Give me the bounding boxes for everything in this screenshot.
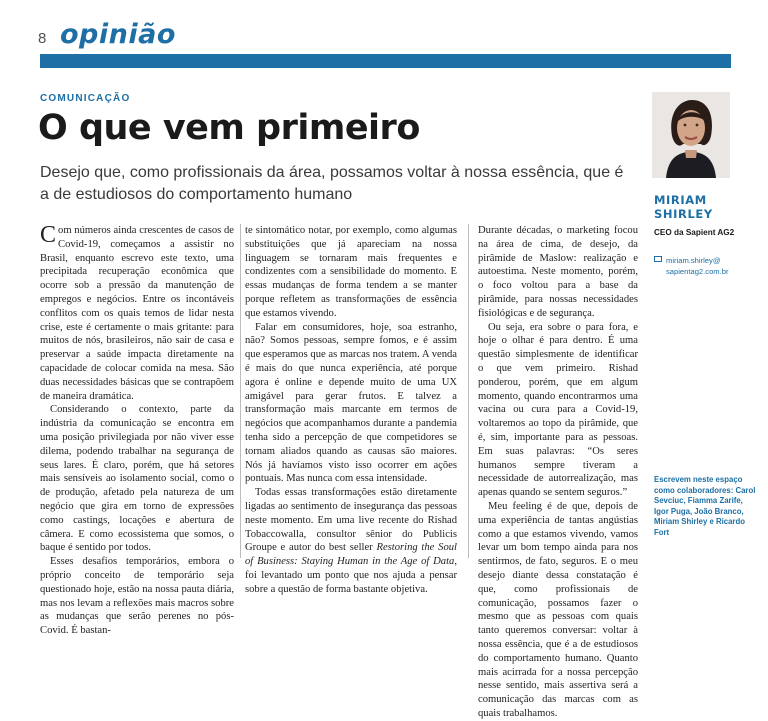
paragraph: Durante décadas, o marketing focou na área de cima, de desejo, da pirâmide de Maslow: realização e autoestima. Neste momento, porém, o foco voltou para a base da pirâmide, para nossas necessidades fisiológicas e de segurança. xyxy=(478,225,638,319)
paragraph: Ou seja, era sobre o para fora, e hoje o olhar é para dentro. É uma questão simplesmente de identificar o que vem primeiro. Rishad ponderou, porém, que em algum momento, quando encontrarmos uma vacina ou cura para a Covid-19, voltaremos ao topo da pirâmide, que é, sim, importante para as pessoas. Em suas palavras: “Os seres humanos sempre tiveram a necessidade de autorrealização, mas apenas quando se sentem seguros.” xyxy=(478,321,638,499)
paragraph-text: Todas essas transformações estão diretamente ligadas ao sentimento de insegurança das pessoas neste momento. Em uma live recente do Rishad Tobaccowalla, consultor sênior do Publicis Groupe e autor do best seller xyxy=(245,487,457,554)
author-email[interactable]: miriam.shirley@ sapientag2.com.br xyxy=(666,256,729,276)
contributors-note: Escrevem neste espaço como colaboradores: Carol Sevciuc, Fiamma Zarife, Igor Puga, João Branco, Miriam Shirley e Ricardo Fort xyxy=(654,475,756,537)
article-category: COMUNICAÇÃO xyxy=(40,93,131,104)
envelope-icon xyxy=(654,256,662,262)
paragraph-text: , foi levantado um ponto que nos ajuda a pensar sobre a questão de forma bastante objetiva. xyxy=(245,556,457,595)
article-column-2 xyxy=(245,224,457,595)
article-title: O que vem primeiro xyxy=(38,108,420,148)
paragraph xyxy=(245,486,457,596)
column-divider xyxy=(240,224,241,558)
page-number: 8 xyxy=(38,30,47,47)
paragraph: te sintomático notar, por exemplo, como algumas substituições que já apareciam na nossa linguagem se tornaram mais frequentes e condizentes com a sensibilidade do momento. E essas mudanças de forma tendem a se manter porque refletem as transformações de essência que estamos vivendo. xyxy=(245,225,457,319)
article-column-1 xyxy=(40,222,234,637)
author-portrait-icon xyxy=(652,92,730,178)
header-rule xyxy=(40,54,731,68)
author-name: MIRIAM SHIRLEY xyxy=(654,193,713,221)
paragraph: Meu feeling é de que, depois de uma experiência de tantas angústias como a que estamos vivendo, vamos levar um bom tempo ainda para nos sentirmos, de fato, seguros. E o meu desejo diante dessa constatação é que, como profissionais de comunicação, possamos fazer o mesmo que as pessoas com quais tanto queremos conversar: voltar à nossa essência, que é a de estudiosos do comportamento humano. Quanto mais acirrada for a nossa percepção nesse sentido, mais assertiva será a comunicação das marcas com as quais trabalhamos. xyxy=(478,500,638,719)
drop-cap: C xyxy=(40,222,57,248)
section-title: opinião xyxy=(60,19,176,50)
paragraph-text: om números ainda crescentes de casos de Covid-19, começamos a assistir no Brasil, enquanto escrevo este texto, uma precipitada recuperação econômica que ocorre sob a pressão da manutenção de empregos e negócios. Entre os incontáveis conflitos com os quais temos de lidar nesta crise, este é certamente o mais gritante: para muitos de nós, brasileiros, não sair de casa e preservar a saúde impacta diretamente na capacidade de colocar comida na mesa. São duas necessidades básicas que se contrapõem de maneira dramática. xyxy=(40,225,234,402)
article-subtitle: Desejo que, como profissionais da área, possamos voltar à nossa essência, que é a de estudiosos do comportamento humano xyxy=(40,164,624,203)
author-role: CEO da Sapient AG2 xyxy=(654,228,735,237)
paragraph xyxy=(40,224,234,403)
paragraph: Esses desafios temporários, embora o próprio conceito de temporário seja questionado hoje, estão na nossa pauta diária, mas nos levam a reflexões mais macros sobre as mudanças que serão perenes no pós-Covid. É bastan- xyxy=(40,556,234,637)
paragraph: Falar em consumidores, hoje, soa estranho, não? Somos pessoas, sempre fomos, e é assim que esperamos que as marcas nos tratem. A venda é mais do que nunca experiência, até porque agora é online e depende muito de uma UX amigável para gerar frutos. E talvez a transformação mais marcante em termos de negócios que acompanhamos durante a pandemia tenha sido a percepção de que competidores se tornam aliados quando as causas são maiores. Nós já havíamos visto isso ocorrer em ações pontuais. Mas nunca com essa intensidade. xyxy=(245,321,457,485)
paragraph: Considerando o contexto, parte da indústria da comunicação se encontra em uma posição privilegiada por não viver esse dilema, podendo trabalhar na segurança de seus lares. É claro, porém, que há setores mais sensíveis ao isolamento social, como o de produção, afetado pela natureza de um negócio que gira em torno de expressões como castings, locações e abertura de câmera. E como ecossistema que somos, o baque é sentido por todos. xyxy=(40,404,234,554)
author-contact xyxy=(654,255,754,277)
book-title: Restoring the Soul of Business: Staying Human in the Age of Data xyxy=(245,542,457,568)
column-divider xyxy=(468,224,469,558)
article-column-3 xyxy=(478,224,638,719)
